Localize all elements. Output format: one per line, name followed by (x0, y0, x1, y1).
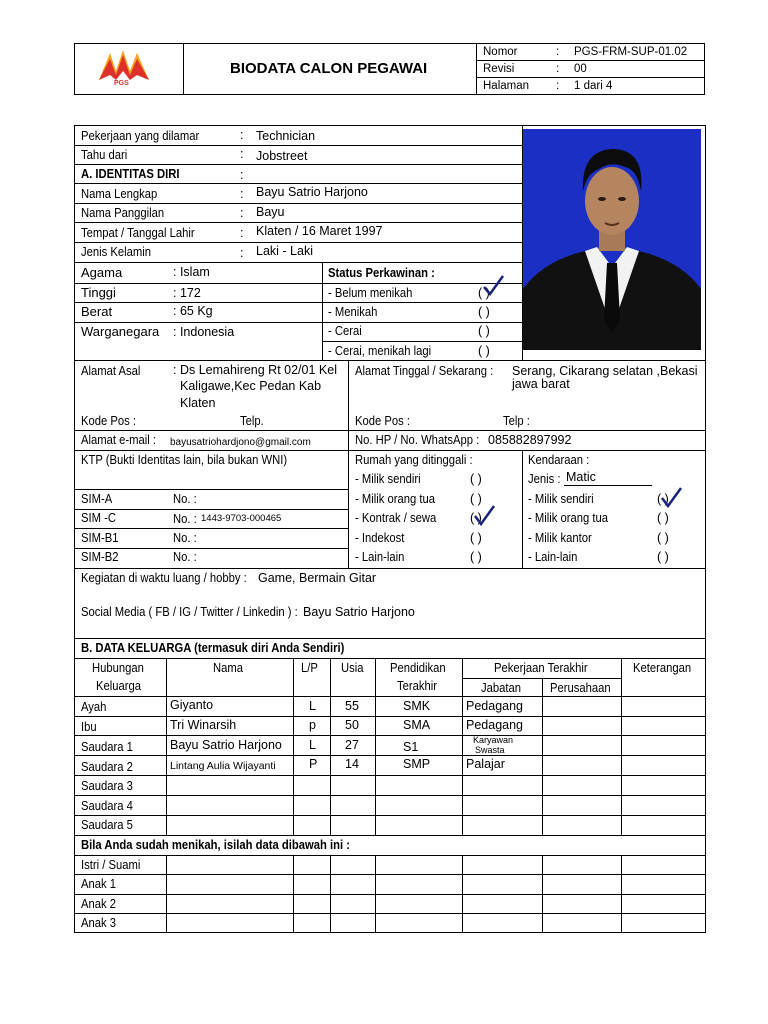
logo-text: PGS (114, 80, 129, 87)
rumah-option: - Milik orang tua (355, 492, 436, 506)
hobby-label: Kegiatan di waktu luang / hobby : (81, 571, 247, 585)
pekerjaan-label: Pekerjaan yang dilamar (81, 129, 200, 143)
meta-label-halaman: Halaman (483, 80, 530, 92)
pekerjaan-value: Technician (256, 129, 316, 143)
alamat-tinggal-label: Alamat Tinggal / Sekarang : (355, 364, 494, 378)
hp-value: 085882897992 (488, 433, 572, 447)
form-title: BIODATA CALON PEGAWAI (230, 60, 428, 77)
rumah-option: - Lain-lain (355, 550, 405, 564)
kendaraan-jenis-value: Matic (566, 470, 596, 484)
section-a-title: A. IDENTITAS DIRI (81, 167, 180, 181)
header-pendidikan: Pendidikan (390, 661, 446, 675)
status-checkbox[interactable]: ( ) (478, 324, 490, 338)
agama-value: : Islam (173, 265, 210, 279)
family-rel: Saudara 5 (81, 818, 133, 832)
married-rel: Anak 1 (81, 877, 117, 891)
tahu-value: Jobstreet (256, 149, 308, 163)
family-pend: SMP (403, 757, 431, 771)
family-nama: Tri Winarsih (170, 718, 237, 732)
family-jabatan: Palajar (466, 757, 505, 771)
rumah-option: - Milik sendiri (355, 472, 421, 486)
kendaraan-title: Kendaraan : (528, 453, 590, 467)
email-value: bayusatriohardjono@gmail.com (170, 437, 311, 448)
panggilan-label: Nama Panggilan (81, 206, 165, 220)
family-usia: 55 (345, 699, 359, 713)
ttl-value: Klaten / 16 Maret 1997 (256, 224, 383, 238)
family-usia: 14 (345, 757, 359, 771)
family-nama: Giyanto (170, 698, 214, 712)
berat-label: Berat (81, 304, 113, 319)
kendaraan-option: - Milik orang tua (528, 511, 609, 525)
berat-value: : 65 Kg (173, 304, 213, 318)
header-usia: Usia (341, 661, 364, 675)
header-hubungan: Hubungan (92, 661, 144, 675)
alamat-asal-value: Klaten (180, 396, 216, 410)
kendaraan-checkbox[interactable]: ( ) (657, 511, 669, 525)
alamat-tinggal-value: Serang, Cikarang selatan ,Bekasi (512, 364, 698, 378)
ttl-label: Tempat / Tanggal Lahir (81, 226, 195, 240)
married-rel: Anak 3 (81, 916, 117, 930)
rumah-checkbox[interactable]: ( ) (470, 531, 482, 545)
sim-label: SIM-B2 (81, 550, 119, 564)
kendaraan-checkbox[interactable]: ( ) (657, 492, 669, 506)
family-rel: Saudara 1 (81, 740, 133, 754)
family-usia: 27 (345, 738, 359, 752)
header-hubungan: Keluarga (96, 679, 142, 693)
status-option: - Belum menikah (328, 286, 413, 300)
nama-value: Bayu Satrio Harjono (256, 185, 368, 199)
header-perusahaan: Perusahaan (550, 681, 611, 695)
family-lp: L (309, 738, 316, 752)
kendaraan-option: - Milik sendiri (528, 492, 594, 506)
family-jabatan: Pedagang (466, 699, 524, 713)
family-jabatan: Swasta (475, 745, 505, 755)
checkmark-icon (660, 486, 684, 508)
meta-value-revisi: 00 (574, 63, 587, 75)
family-rel: Saudara 4 (81, 799, 133, 813)
married-rel: Istri / Suami (81, 858, 141, 872)
hobby-value: Game, Bermain Gitar (258, 571, 377, 585)
header-lp: L/P (301, 661, 318, 675)
tinggi-label: Tinggi (81, 285, 116, 300)
sim-label: SIM -C (81, 511, 117, 525)
family-nama: Bayu Satrio Harjono (170, 738, 282, 752)
kodepos-label: Kode Pos : (355, 414, 411, 428)
rumah-title: Rumah yang ditinggali : (355, 453, 473, 467)
family-rel: Ibu (81, 720, 97, 734)
family-pend: SMA (403, 718, 431, 732)
telp-label: Telp. (240, 414, 264, 428)
family-nama: Lintang Aulia Wijayanti (170, 760, 276, 772)
sim-label: SIM-A (81, 492, 113, 506)
family-rel: Saudara 2 (81, 760, 133, 774)
applicant-photo (523, 129, 701, 350)
rumah-option: - Kontrak / sewa (355, 511, 437, 525)
family-usia: 50 (345, 718, 359, 732)
family-lp: L (309, 699, 316, 713)
kendaraan-checkbox[interactable]: ( ) (657, 531, 669, 545)
social-label: Social Media ( FB / IG / Twitter / Linkedin ) : (81, 605, 298, 619)
tinggi-value: : 172 (173, 286, 201, 300)
jk-label: Jenis Kelamin (81, 245, 152, 259)
family-lp: p (309, 718, 316, 732)
company-logo (96, 47, 152, 91)
tahu-label: Tahu dari (81, 148, 128, 162)
status-title: Status Perkawinan : (328, 266, 435, 280)
sim-no: No. : (173, 531, 197, 545)
married-rel: Anak 2 (81, 897, 117, 911)
sim-label: SIM-B1 (81, 531, 119, 545)
alamat-asal-value: : Ds Lemahireng Rt 02/01 Kel (173, 363, 337, 377)
married-title: Bila Anda sudah menikah, isilah data dibawah ini : (81, 838, 351, 852)
rumah-option: - Indekost (355, 531, 405, 545)
header-keterangan: Keterangan (633, 661, 692, 675)
meta-value-halaman: 1 dari 4 (574, 80, 613, 92)
alamat-asal-value: Kaligawe,Kec Pedan Kab (180, 379, 322, 393)
ktp-label: KTP (Bukti Identitas lain, bila bukan WNI) (81, 453, 288, 467)
header-jabatan: Jabatan (481, 681, 522, 695)
kendaraan-jenis-label: Jenis : (528, 472, 561, 486)
kodepos-label: Kode Pos : (81, 414, 137, 428)
jk-value: Laki - Laki (256, 244, 313, 258)
family-lp: P (309, 757, 318, 771)
family-rel: Ayah (81, 700, 107, 714)
header-nama: Nama (213, 661, 244, 675)
status-option: - Cerai (328, 324, 362, 338)
status-checkbox[interactable]: ( ) (478, 305, 490, 319)
section-b-title: B. DATA KELUARGA (termasuk diri Anda Sendiri) (81, 641, 345, 655)
checkmark-icon (482, 274, 506, 296)
family-rel: Saudara 3 (81, 779, 133, 793)
status-option: - Cerai, menikah lagi (328, 344, 432, 358)
hp-label: No. HP / No. WhatsApp : (355, 433, 480, 447)
family-jabatan: Pedagang (466, 718, 524, 732)
checkmark-icon (473, 504, 497, 526)
social-value: Bayu Satrio Harjono (303, 605, 415, 619)
telp-label: Telp : (503, 414, 530, 428)
kendaraan-checkbox[interactable]: ( ) (657, 550, 669, 564)
meta-value-nomor: PGS-FRM-SUP-01.02 (574, 46, 688, 58)
family-pend: S1 (403, 740, 419, 754)
sim-no: No. : (173, 512, 197, 526)
status-checkbox[interactable]: ( ) (478, 286, 490, 300)
alamat-asal-label: Alamat Asal (81, 364, 141, 378)
rumah-checkbox[interactable]: ( ) (470, 511, 482, 525)
meta-label-nomor: Nomor (483, 46, 518, 58)
email-label: Alamat e-mail : (81, 433, 157, 447)
warga-label: Warganegara (81, 324, 160, 339)
rumah-checkbox[interactable]: ( ) (470, 550, 482, 564)
warga-value: : Indonesia (173, 325, 235, 339)
family-pend: SMK (403, 699, 431, 713)
rumah-checkbox[interactable]: ( ) (470, 472, 482, 486)
header-pekerjaan: Pekerjaan Terakhir (494, 661, 588, 675)
header-pendidikan: Terakhir (397, 679, 438, 693)
sim-value: 1443-9703-000465 (201, 513, 282, 524)
status-checkbox[interactable]: ( ) (478, 344, 490, 358)
agama-label: Agama (81, 265, 123, 280)
status-option: - Menikah (328, 305, 378, 319)
kendaraan-option: - Lain-lain (528, 550, 578, 564)
sim-no: No. : (173, 492, 197, 506)
family-jabatan: Karyawan (473, 735, 514, 745)
nama-label: Nama Lengkap (81, 187, 158, 201)
alamat-tinggal-value: jawa barat (512, 377, 570, 391)
rumah-checkbox[interactable]: ( ) (470, 492, 482, 506)
panggilan-value: Bayu (256, 205, 285, 219)
sim-no: No. : (173, 550, 197, 564)
kendaraan-option: - Milik kantor (528, 531, 592, 545)
meta-label-revisi: Revisi (483, 63, 515, 75)
